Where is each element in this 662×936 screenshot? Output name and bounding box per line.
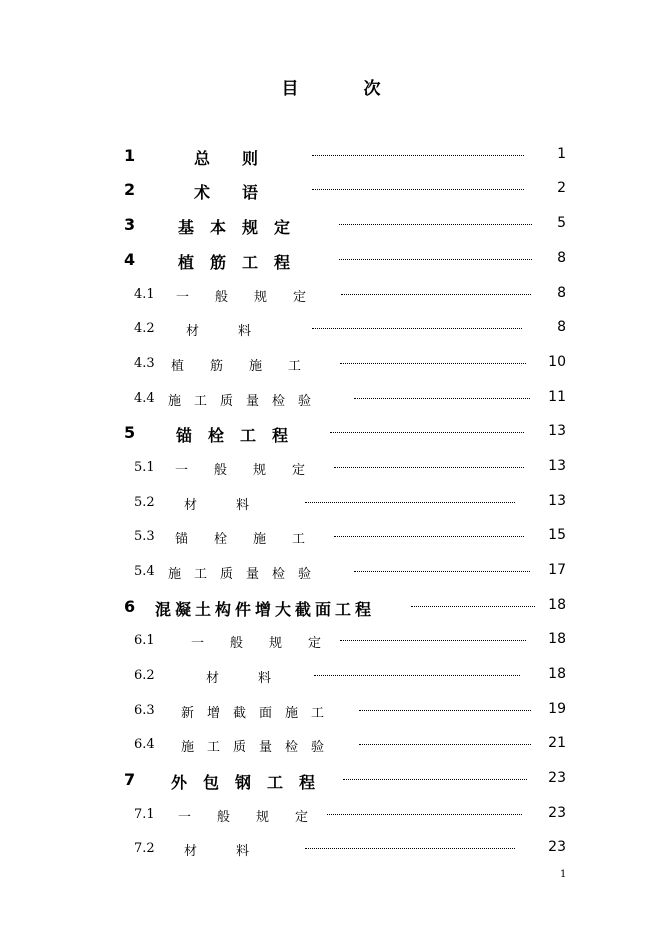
entry-label: 一 般 规 定	[178, 810, 309, 825]
dot-leader	[339, 224, 532, 225]
entry-label: 施 工 质 量 检 验	[168, 567, 312, 582]
entry-page: 18	[548, 597, 566, 613]
entry-label: 施 工 质 量 检 验	[181, 740, 325, 755]
entry-number: 4.1	[134, 287, 155, 302]
dot-leader	[411, 606, 535, 607]
entry-page: 5	[557, 215, 566, 231]
dot-leader	[340, 640, 526, 641]
dot-leader	[343, 779, 527, 780]
toc-entry-5[interactable]	[0, 423, 662, 443]
toc-title: 目 次	[281, 79, 405, 99]
entry-label: 总 则	[194, 149, 259, 168]
entry-page: 11	[548, 389, 566, 405]
entry-page: 17	[548, 562, 566, 578]
entry-page: 23	[548, 805, 566, 821]
entry-page: 18	[548, 631, 566, 647]
dot-leader	[305, 502, 515, 503]
toc-entry-6-2[interactable]	[0, 666, 662, 686]
entry-page: 13	[548, 493, 566, 509]
dot-leader	[339, 259, 532, 260]
entry-number: 3	[124, 215, 136, 234]
toc-entry-7-1[interactable]	[0, 805, 662, 825]
entry-page: 18	[548, 666, 566, 682]
entry-label: 材 料	[186, 324, 252, 339]
entry-page: 23	[548, 770, 566, 786]
entry-number: 6	[124, 597, 136, 616]
entry-label: 锚 栓 工 程	[176, 426, 289, 445]
entry-number: 7.1	[134, 807, 155, 822]
entry-number: 2	[124, 180, 136, 199]
entry-number: 5.4	[134, 564, 155, 579]
entry-label: 一 般 规 定	[191, 636, 322, 651]
dot-leader	[334, 467, 524, 468]
entry-label: 材 料	[206, 671, 272, 686]
entry-label: 锚 栓 施 工	[175, 532, 306, 547]
dot-leader	[312, 189, 524, 190]
entry-number: 6.2	[134, 668, 155, 683]
entry-label: 材 料	[184, 844, 250, 859]
toc-entry-4-1[interactable]	[0, 285, 662, 305]
entry-number: 7	[124, 770, 136, 789]
toc-entry-5-1[interactable]	[0, 458, 662, 478]
entry-number: 1	[124, 146, 136, 165]
entry-number: 5	[124, 423, 136, 442]
entry-page: 1	[557, 146, 566, 162]
entry-page: 23	[548, 839, 566, 855]
dot-leader	[354, 571, 530, 572]
dot-leader	[314, 675, 520, 676]
toc-entry-4-2[interactable]	[0, 319, 662, 339]
toc-entry-6-3[interactable]	[0, 701, 662, 721]
toc-entry-5-4[interactable]	[0, 562, 662, 582]
dot-leader	[330, 432, 524, 433]
toc-entry-2[interactable]	[0, 180, 662, 200]
entry-page: 2	[557, 180, 566, 196]
toc-entry-7-2[interactable]	[0, 839, 662, 859]
dot-leader	[334, 536, 524, 537]
entry-number: 5.1	[134, 460, 155, 475]
entry-label: 基 本 规 定	[178, 218, 291, 237]
toc-entry-6[interactable]	[0, 597, 662, 617]
entry-number: 5.2	[134, 495, 155, 510]
toc-entry-6-4[interactable]	[0, 735, 662, 755]
dot-leader	[354, 398, 530, 399]
entry-page: 8	[557, 319, 566, 335]
entry-label: 一 般 规 定	[175, 463, 306, 478]
entry-label: 植 筋 工 程	[178, 253, 291, 272]
entry-number: 4.2	[134, 321, 155, 336]
entry-number: 6.1	[134, 633, 155, 648]
entry-page: 21	[548, 735, 566, 751]
entry-number: 4.3	[134, 356, 155, 371]
entry-page: 15	[548, 527, 566, 543]
dot-leader	[312, 328, 522, 329]
entry-page: 8	[557, 250, 566, 266]
entry-number: 5.3	[134, 529, 155, 544]
dot-leader	[327, 814, 522, 815]
dot-leader	[341, 294, 531, 295]
toc-entry-5-3[interactable]	[0, 527, 662, 547]
entry-label: 新 增 截 面 施 工	[181, 706, 325, 721]
entry-page: 19	[548, 701, 566, 717]
entry-number: 4.4	[134, 391, 155, 406]
dot-leader	[312, 155, 524, 156]
entry-number: 4	[124, 250, 136, 269]
entry-page: 10	[548, 354, 566, 370]
toc-entry-4[interactable]	[0, 250, 662, 270]
entry-label: 一 般 规 定	[176, 290, 307, 305]
entry-number: 6.3	[134, 703, 155, 718]
entry-label: 植 筋 施 工	[171, 359, 302, 374]
entry-label: 施 工 质 量 检 验	[168, 394, 312, 409]
entry-number: 6.4	[134, 737, 155, 752]
toc-entry-7[interactable]	[0, 770, 662, 790]
toc-entry-3[interactable]	[0, 215, 662, 235]
entry-label: 材 料	[184, 498, 250, 513]
entry-page: 8	[557, 285, 566, 301]
entry-number: 7.2	[134, 841, 155, 856]
entry-page: 13	[548, 458, 566, 474]
toc-entry-4-4[interactable]	[0, 389, 662, 409]
toc-entry-6-1[interactable]	[0, 631, 662, 651]
dot-leader	[359, 710, 531, 711]
entry-label: 术 语	[194, 183, 259, 202]
entry-label: 混凝土构件增大截面工程	[155, 600, 376, 619]
toc-entry-5-2[interactable]	[0, 493, 662, 513]
dot-leader	[305, 848, 515, 849]
entry-page: 13	[548, 423, 566, 439]
toc-entry-4-3[interactable]	[0, 354, 662, 374]
entry-label: 外 包 钢 工 程	[171, 773, 316, 792]
dot-leader	[359, 744, 531, 745]
footer-page-number: 1	[560, 869, 567, 880]
toc-entry-1[interactable]	[0, 146, 662, 166]
dot-leader	[340, 363, 526, 364]
